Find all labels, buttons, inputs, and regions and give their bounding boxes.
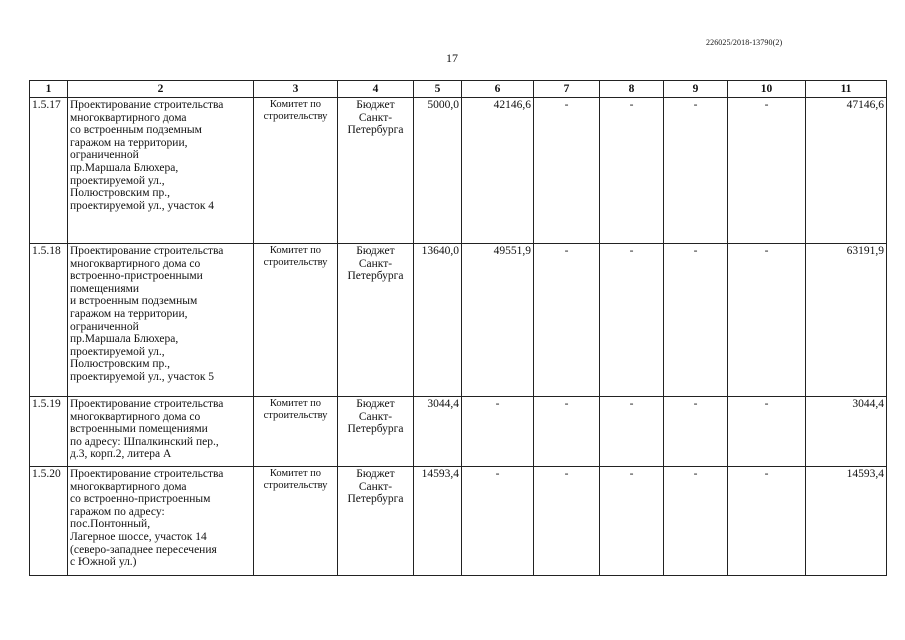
- row-value-7: -: [534, 467, 600, 576]
- page-number: 17: [446, 51, 458, 65]
- row-value-8: -: [600, 98, 664, 244]
- row-value-5: 5000,0: [414, 98, 462, 244]
- column-number: 2: [68, 81, 254, 98]
- row-value-6: -: [462, 397, 534, 467]
- column-number: 10: [728, 81, 806, 98]
- row-id: 1.5.18: [30, 244, 68, 397]
- row-funding-source: Бюджет Санкт-Петербурга: [338, 397, 414, 467]
- row-value-7: -: [534, 397, 600, 467]
- row-description: Проектирование строительства многоквартирного дома со встроенными помещениями по адресу: Шпалкинский пер., д.3, корп.2, литера А: [68, 397, 254, 467]
- column-number: 1: [30, 81, 68, 98]
- column-number: 5: [414, 81, 462, 98]
- row-value-6: -: [462, 467, 534, 576]
- row-value-9: -: [664, 397, 728, 467]
- column-number: 4: [338, 81, 414, 98]
- table-row: [30, 467, 887, 576]
- row-value-10: -: [728, 397, 806, 467]
- row-funding-source: Бюджет Санкт-Петербурга: [338, 467, 414, 576]
- row-value-10: -: [728, 244, 806, 397]
- row-executor: Комитет по строительству: [254, 244, 338, 397]
- row-value-5: 13640,0: [414, 244, 462, 397]
- row-total: 63191,9: [806, 244, 887, 397]
- row-description: Проектирование строительства многоквартирного дома со встроенным подземным гаражом на территории, ограниченной пр.Маршала Блюхера, проектируемой ул., Полюстровским пр., проектируемой ул., участок 4: [68, 98, 254, 244]
- column-number: 7: [534, 81, 600, 98]
- column-number-row: [30, 81, 887, 98]
- row-value-5: 14593,4: [414, 467, 462, 576]
- row-value-9: -: [664, 467, 728, 576]
- row-value-8: -: [600, 244, 664, 397]
- row-value-5: 3044,4: [414, 397, 462, 467]
- row-value-7: -: [534, 244, 600, 397]
- program-table: [29, 80, 887, 576]
- row-value-8: -: [600, 397, 664, 467]
- row-id: 1.5.19: [30, 397, 68, 467]
- column-number: 9: [664, 81, 728, 98]
- column-number: 11: [806, 81, 887, 98]
- table-row: [30, 244, 887, 397]
- document-id: 226025/2018-13790(2): [706, 38, 783, 47]
- table-row: [30, 98, 887, 244]
- row-value-8: -: [600, 467, 664, 576]
- row-value-9: -: [664, 244, 728, 397]
- row-executor: Комитет по строительству: [254, 397, 338, 467]
- row-value-6: 49551,9: [462, 244, 534, 397]
- row-value-10: -: [728, 467, 806, 576]
- row-id: 1.5.17: [30, 98, 68, 244]
- row-executor: Комитет по строительству: [254, 467, 338, 576]
- table-row: [30, 397, 887, 467]
- row-id: 1.5.20: [30, 467, 68, 576]
- column-number: 6: [462, 81, 534, 98]
- row-value-6: 42146,6: [462, 98, 534, 244]
- row-description: Проектирование строительства многоквартирного дома со встроенно-пристроенным гаражом по адресу: пос.Понтонный, Лагерное шоссе, участок 14 (северо-западнее пересечения с Южной ул.): [68, 467, 254, 576]
- row-funding-source: Бюджет Санкт-Петербурга: [338, 98, 414, 244]
- row-value-7: -: [534, 98, 600, 244]
- row-description: Проектирование строительства многоквартирного дома со встроенно-пристроенными помещениями и встроенным подземным гаражом на территории, ограниченной пр.Маршала Блюхера, проектируемой ул., Полюстровским пр., проектируемой ул., участок 5: [68, 244, 254, 397]
- column-number: 3: [254, 81, 338, 98]
- column-number: 8: [600, 81, 664, 98]
- row-executor: Комитет по строительству: [254, 98, 338, 244]
- row-total: 14593,4: [806, 467, 887, 576]
- row-value-10: -: [728, 98, 806, 244]
- row-funding-source: Бюджет Санкт-Петербурга: [338, 244, 414, 397]
- row-total: 3044,4: [806, 397, 887, 467]
- row-total: 47146,6: [806, 98, 887, 244]
- row-value-9: -: [664, 98, 728, 244]
